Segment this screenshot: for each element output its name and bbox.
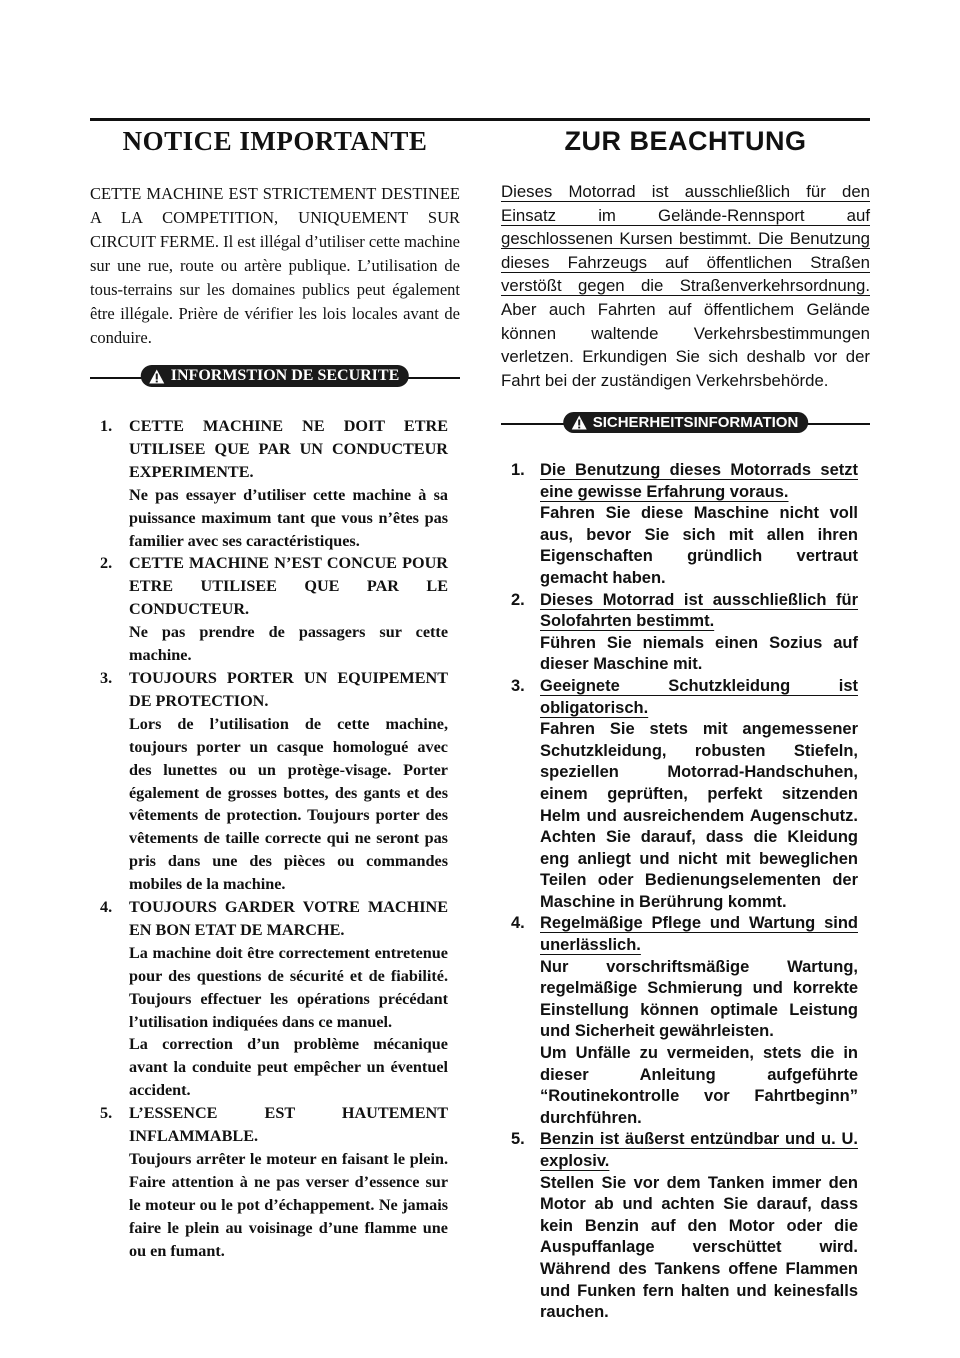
warning-icon [571,415,587,430]
item-title: Benzin ist äußerst entzündbar und u. U. explosiv. [540,1130,858,1170]
item-text: Ne pas prendre de passagers sur cette machine. [129,623,448,665]
top-rule [90,118,870,121]
french-safety-list [100,415,448,1263]
safety-item [511,1129,858,1323]
item-body [540,1129,858,1323]
item-text: Fahren Sie stets mit angemessener Schutzkleidung, robusten Stiefeln, speziellen Motorrad-Handschuhen, einem geprüften, perfekt sitzenden Helm und ausreichendem Augenschutz. Achten Sie darauf, dass die Kleidung eng anliegt und nicht mit beweglichen Teilen oder Bedienungselementen der Maschine in Berührung kommt. [540,720,858,911]
item-text: La correction d’un problème mécanique avant la conduite peut empêcher un éventuel accident. [129,1035,448,1100]
item-title: Geeignete Schutzkleidung ist obligatorisch. [540,676,858,717]
item-body [129,667,448,896]
german-intro-rest: Aber auch Fahrten auf öffentlichem Gelände können waltende Verkehrsbestimmungen verletzen. Erkundigen Sie sich deshalb vor der Fahrt bei der zuständigen Verkehrsbehörde. [501,299,870,390]
item-title: Die Benutzung dieses Motorrads setzt eine gewisse Erfahrung voraus. [540,461,858,501]
item-title: TOUJOURS PORTER UN EQUIPEMENT DE PROTECTION. [129,668,448,710]
item-title: Regelmäßige Pflege und Wartung sind unerlässlich. [540,914,858,955]
item-body [129,896,448,1102]
item-number: 4. [511,914,525,933]
safety-item [511,460,858,590]
german-badge-label: SICHERHEITSINFORMATION [592,414,799,431]
item-number: 3. [511,676,525,695]
french-heading: NOTICE IMPORTANTE [122,126,428,156]
safety-item [100,1102,448,1262]
item-number: 1. [100,417,113,435]
item-title: L’ESSENCE EST HAUTEMENT INFLAMMABLE. [129,1104,448,1146]
safety-item [100,896,448,1102]
item-number: 1. [511,461,525,479]
german-intro-underlined: Dieses Motorrad ist ausschließlich für den Einsatz im Gelände-Rennsport auf geschlossenen Kursen bestimmt. Die Benutzung dieses Fahrzeugs auf öffentlichen Straßen verstößt gegen die Straßenverkehrsordnung. [501,182,870,296]
item-body [129,552,448,667]
safety-item [100,415,448,552]
german-safety-box [501,414,870,1322]
safety-item [100,667,448,896]
item-text: Stellen Sie vor dem Tanken immer den Motor ab und achten Sie darauf, dass kein Benzin auf den Motor oder die Auspuffanlage verschüttet wird. Während des Tankens offene Flammen und Funken fern halten und keinesfalls rauchen. [540,1173,858,1322]
item-text: Fahren Sie diese Maschine nicht voll aus, bevor Sie sich mit allen ihren Eigenschaften gründlich vertraut gemacht haben. [540,504,858,587]
safety-item [100,552,448,667]
french-intro: CETTE MACHINE EST STRICTEMENT DESTINEE A LA COMPETITION, UNIQUEMENT SUR CIRCUIT FERME. Il est illégal d’utiliser cette machine sur une rue, route ou artère publique. L’utilisation de tous-terrains sur les domaines publics peut également être illégale. Prière de vérifier les lois locales avant de conduire. [90,184,460,347]
item-title: TOUJOURS GARDER VOTRE MACHINE EN BON ETAT DE MARCHE. [129,898,448,939]
item-title: Dieses Motorrad ist ausschließlich für Solofahrten bestimmt. [540,590,858,631]
item-text: Führen Sie niemals einen Sozius auf dieser Maschine mit. [540,633,858,674]
item-body [540,590,858,676]
item-number: 4. [100,898,113,917]
item-title: CETTE MACHINE N’EST CONCUE POUR ETRE UTILISEE QUE PAR LE CONDUCTEUR. [129,554,448,619]
item-number: 2. [511,590,525,609]
safety-item [511,913,858,1129]
item-text: Lors de l’utilisation de cette machine, toujours porter un casque homologué avec des lunettes ou un protège-visage. Porter également de grosses bottes, des gants et des vêtements de protection. Toujours porter des vêtements de taille correcte qui ne seront pas pris dans une des pièces ou commandes mobiles de la machine. [129,714,448,894]
item-body [540,460,858,590]
french-safety-box [90,367,460,1260]
item-number: 5. [511,1130,525,1149]
german-intro [501,180,870,392]
french-safety-badge [141,365,409,387]
item-number: 2. [100,554,113,573]
item-title: CETTE MACHINE NE DOIT ETRE UTILISEE QUE PAR UN CONDUCTEUR EXPERIMENTE. [129,417,448,481]
item-body [540,913,858,1129]
item-text: Toujours arrêter le moteur en faisant le plein. Faire attention à ne pas verser d’essence sur le moteur ou le pot d’échappement. Ne jamais faire le plein au voisinage d’une flamme une ou en fumant. [129,1150,448,1260]
item-text: Ne pas essayer d’utiliser cette machine à sa puissance maximum tant que vous n’êtes pas familier avec ses caractéristiques. [129,485,448,550]
item-body [540,676,858,914]
safety-item [511,590,858,676]
safety-item [511,676,858,914]
german-heading: ZUR BEACHTUNG [564,126,807,156]
item-text: La machine doit être correctement entretenue pour des questions de sécurité et de fiabilité. Toujours effectuer les opérations précédant l’utilisation indiquées dans ce manuel. [129,943,448,1031]
item-number: 3. [100,668,113,687]
french-badge-label: INFORMSTION DE SECURITE [170,367,400,384]
item-text: Um Unfälle zu vermeiden, stets die in dieser Anleitung aufgeführte “Routinekontrolle vor Fahrtbeginn” durchführen. [540,1044,858,1127]
german-safety-badge [563,412,809,433]
german-safety-list [511,460,858,1324]
item-body [129,415,448,552]
warning-icon [149,369,165,384]
item-text: Nur vorschriftsmäßige Wartung, regelmäßige Schmierung und korrekte Einstellung können optimale Leistung und Sicherheit gewährleisten. [540,957,858,1041]
item-body [129,1102,448,1262]
item-number: 5. [100,1104,113,1123]
